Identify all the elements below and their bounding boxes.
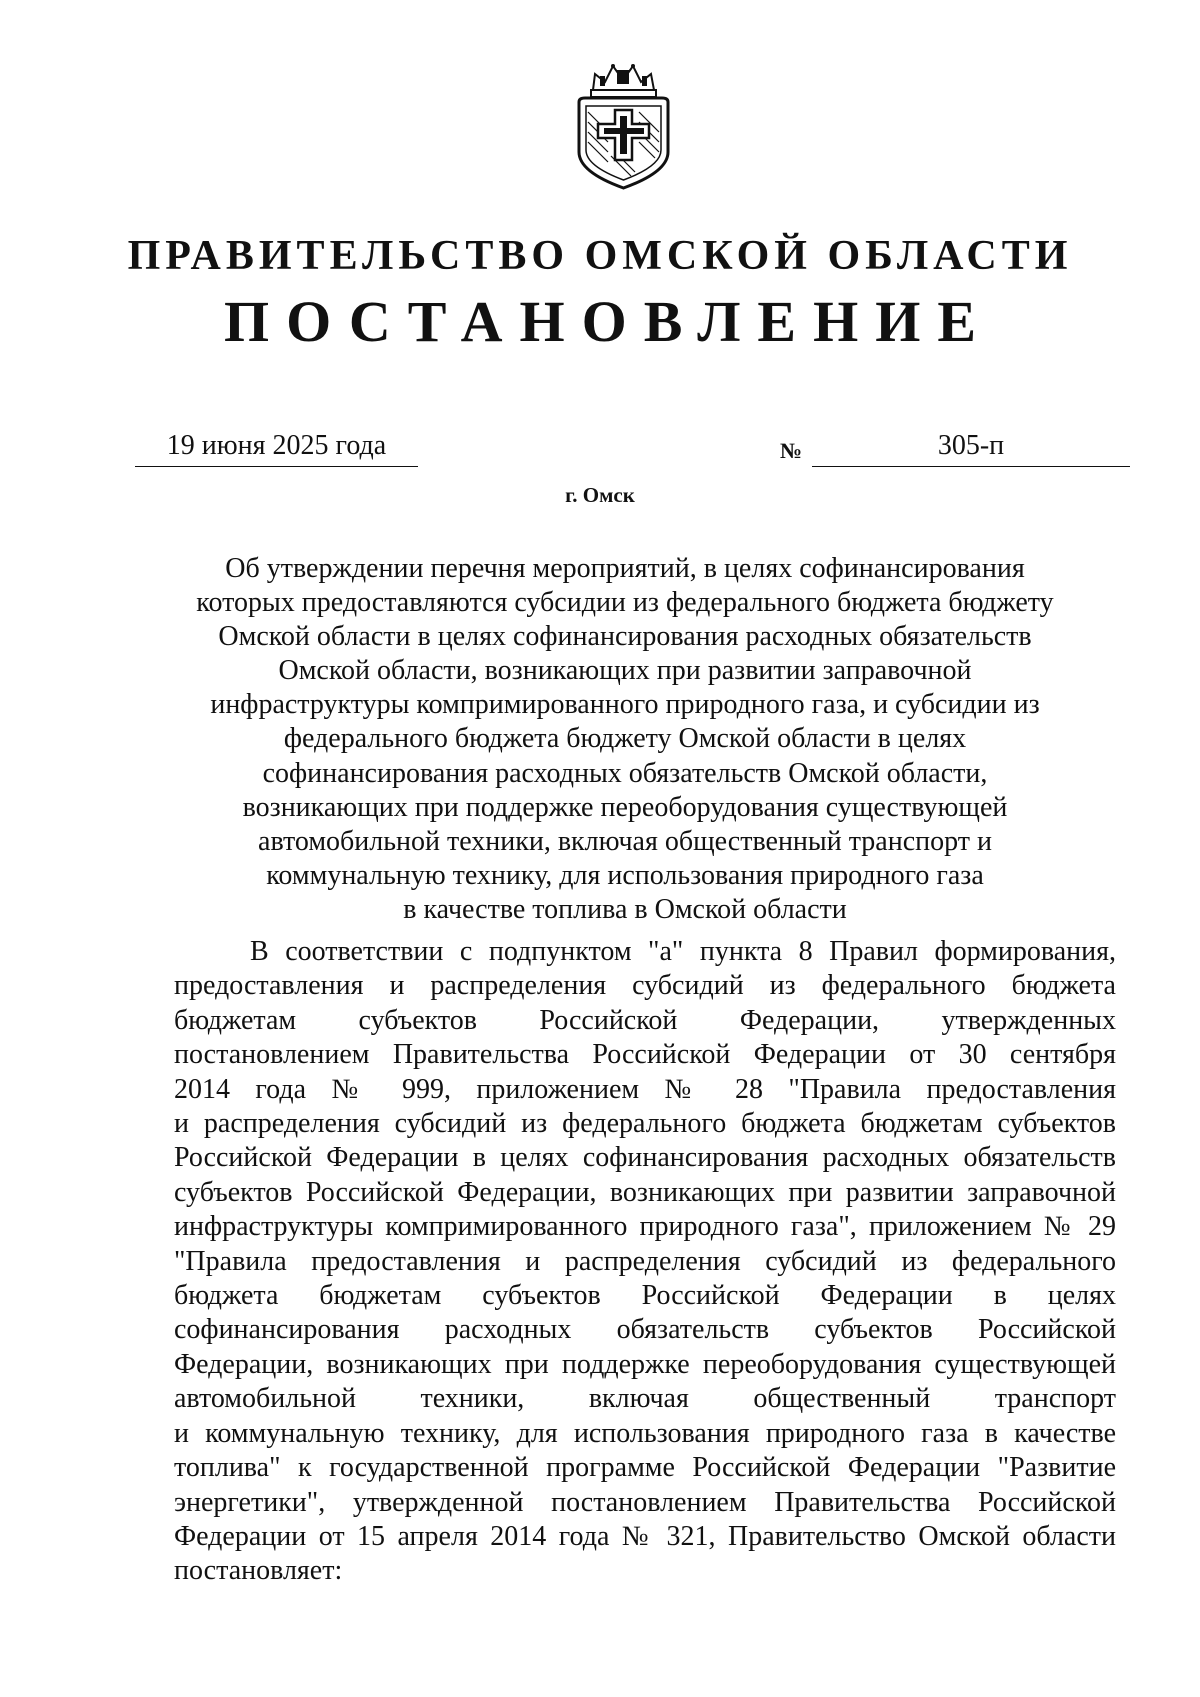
body-line: Федерации, возникающих при поддержке переоборудования существующей [174,1348,1116,1380]
body-line: и коммунальную технику, для использования природного газа в качестве [174,1417,1116,1449]
subject-line: Омской области в целях софинансирования расходных обязательств [218,621,1032,653]
document-number: 305-п [812,428,1130,467]
subject-line: софинансирования расходных обязательств Омской области, [262,757,988,789]
subject-line: которых предоставляются субсидии из федерального бюджета бюджету [196,587,1054,619]
body-line: 2014 года № 999, приложением № 28 "Правила предоставления [174,1073,1116,1105]
body-line: инфраструктуры компримированного природного газа", приложением № 29 [174,1211,1116,1243]
omsk-region-coat-of-arms-emblem [571,60,676,192]
body-line: "Правила предоставления и распределения субсидий из федерального [174,1245,1116,1277]
subject-line: федерального бюджета бюджету Омской области в целях [283,723,967,755]
body-line: топлива" к государственной программе Российской Федерации "Развитие [174,1452,1116,1484]
body-paragraph [174,935,1116,1589]
body-line: и распределения субсидий из федерального бюджета бюджетам субъектов [174,1108,1116,1140]
body-line: В соответствии с подпунктом "а" пункта 8 Правил формирования, [250,936,1116,967]
subject-line: возникающих при поддержке переоборудования существующей [242,791,1008,823]
body-line: энергетики", утвержденной постановлением Правительства Российской [174,1486,1116,1518]
subject-line: Об утверждении перечня мероприятий, в целях софинансирования [225,553,1025,584]
document-subject [160,552,1090,927]
body-line: Федерации от 15 апреля 2014 года № 321, Правительство Омской области [174,1520,1116,1552]
body-line: постановляет: [174,1555,343,1587]
body-line: предоставления и распределения субсидий из федерального бюджета [174,970,1116,1002]
body-line: постановлением Правительства Российской Федерации от 30 сентября [174,1039,1116,1071]
body-line: бюджетам субъектов Российской Федерации, утвержденных [174,1004,1116,1036]
document-type-heading: ПОСТАНОВЛЕНИЕ [223,289,994,354]
city-label: г. Омск [565,483,635,507]
document-date: 19 июня 2025 года [135,428,418,467]
body-line: софинансирования расходных обязательств субъектов Российской [174,1314,1116,1346]
body-line: Российской Федерации в целях софинансирования расходных обязательств [174,1142,1116,1174]
organization-title: ПРАВИТЕЛЬСТВО ОМСКОЙ ОБЛАСТИ [127,233,1073,279]
subject-line: в качестве топлива в Омской области [403,893,847,925]
subject-line: автомобильной техники, включая общественный транспорт и [258,825,992,857]
subject-line: коммунальную технику, для использования природного газа [266,859,984,891]
subject-line: инфраструктуры компримированного природного газа, и субсидии из [210,689,1040,721]
subject-line: Омской области, возникающих при развитии заправочной [278,655,972,687]
body-line: автомобильной техники, включая общественный транспорт [174,1383,1116,1415]
body-line: субъектов Российской Федерации, возникающих при развитии заправочной [174,1176,1116,1208]
body-line: бюджета бюджетам субъектов Российской Федерации в целях [174,1280,1116,1312]
number-sign: № [780,438,803,463]
